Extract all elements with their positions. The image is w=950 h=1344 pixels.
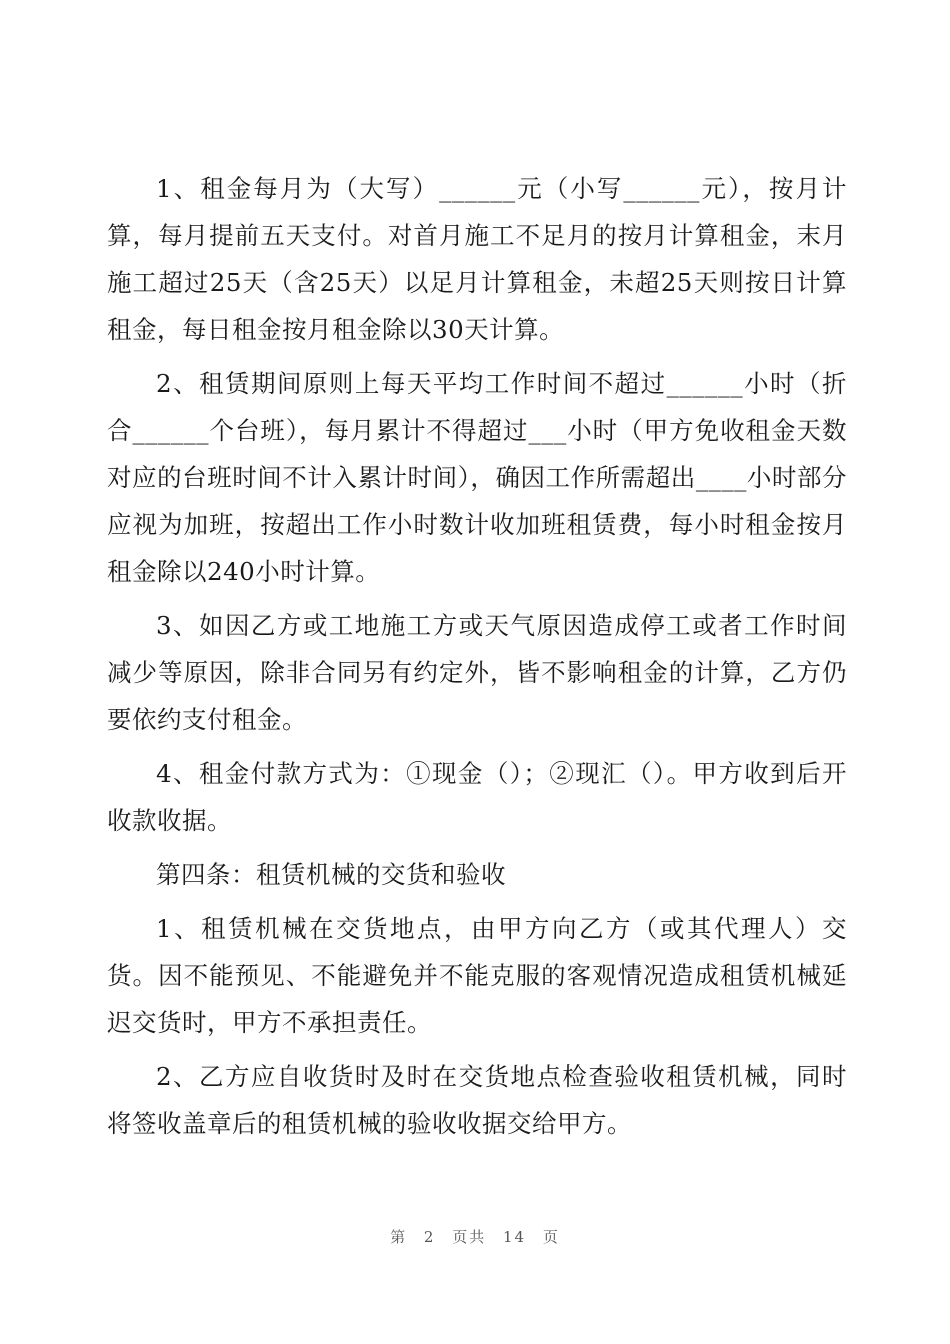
paragraph-stoppage: 3、如因乙方或工地施工方或天气原因造成停工或者工作时间减少等原因，除非合同另有约定外，皆不影响租金的计算，乙方仍要依约支付租金。 bbox=[107, 611, 847, 734]
paragraph-working-hours: 2、租赁期间原则上每天平均工作时间不超过______小时（折合______个台班），每月累计不得超过___小时（甲方免收租金天数对应的台班时间不计入累计时间），确因工作所需超出____小时部分应视为加班，按超出工作小时数计收加班租赁费，每小时租金按月租金除以240小时计算。 bbox=[107, 369, 847, 586]
paragraph-rent-amount: 1、租金每月为（大写）______元（小写______元），按月计算，每月提前五天支付。对首月施工不足月的按月计算租金，末月施工超过25天（含25天）以足月计算租金，未超25天则按日计算租金，每日租金按月租金除以30天计算。 bbox=[107, 174, 847, 344]
paragraph-delivery: 1、租赁机械在交货地点，由甲方向乙方（或其代理人）交货。因不能预见、不能避免并不能克服的客观情况造成租赁机械延迟交货时，甲方不承担责任。 bbox=[107, 914, 847, 1037]
paragraph-acceptance: 2、乙方应自收货时及时在交货地点检查验收租赁机械，同时将签收盖章后的租赁机械的验收收据交给甲方。 bbox=[107, 1062, 847, 1138]
document-body bbox=[107, 165, 847, 1154]
paragraph-payment-method: 4、租金付款方式为：①现金（）；②现汇（）。甲方收到后开收款收据。 bbox=[107, 759, 847, 835]
section-heading-article-4: 第四条：租赁机械的交货和验收 bbox=[156, 860, 506, 889]
page-number-footer: 第 2 页共 14 页 bbox=[390, 1228, 560, 1246]
